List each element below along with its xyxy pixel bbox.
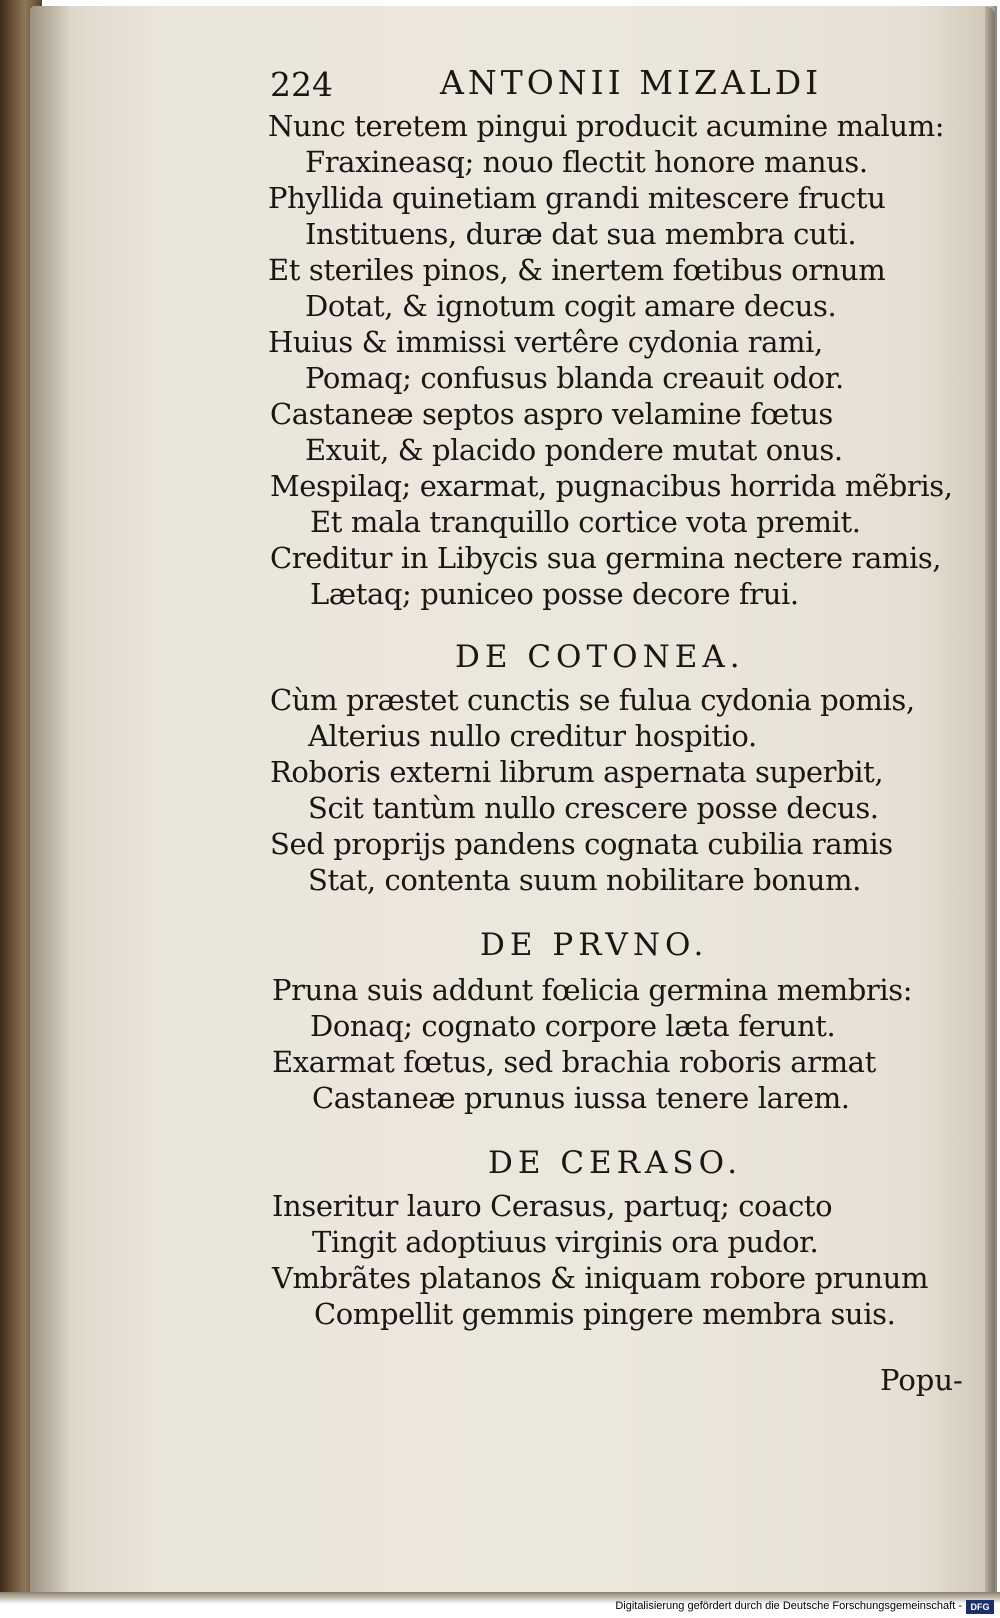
verse-line: Instituens, duræ dat sua membra cuti. (305, 217, 857, 251)
verse-line: Vmbrãtes platanos & iniquam robore prunum (272, 1261, 929, 1295)
verse-line: Alterius nullo creditur hospitio. (308, 719, 757, 753)
section-heading: DE CERASO. (488, 1145, 743, 1181)
digitization-credit: Digitalisierung gefördert durch die Deutsche Forschungsgemeinschaft - (615, 1600, 962, 1612)
verse-line: Compellit gemmis pingere membra suis. (314, 1297, 896, 1331)
verse-line: Nunc teretem pingui producit acumine malum: (268, 109, 945, 143)
verse-line: Exuit, & placido pondere mutat onus. (305, 433, 843, 467)
page-number: 224 (270, 65, 333, 104)
verse-line: Et steriles pinos, & inertem fœtibus ornum (268, 253, 886, 287)
verse-line: Pruna suis addunt fœlicia germina membris: (272, 973, 913, 1007)
verse-line: Et mala tranquillo cortice vota premit. (310, 505, 861, 539)
section-heading: DE PRVNO. (480, 927, 709, 963)
verse-line: Huius & immissi vertêre cydonia rami, (268, 325, 823, 359)
verse-line: Sed proprijs pandens cognata cubilia ramis (270, 827, 893, 861)
verse-line: Donaq; cognato corpore læta ferunt. (310, 1009, 836, 1043)
verse-line: Castaneæ prunus iussa tenere larem. (312, 1081, 850, 1115)
verse-line: Inseritur lauro Cerasus, partuq; coacto (272, 1189, 833, 1223)
verse-line: Fraxineasq; nouo flectit honore manus. (305, 145, 868, 179)
verse-line: Pomaq; confusus blanda creauit odor. (305, 361, 844, 395)
page-edge-shadow (985, 6, 997, 1600)
verse-line: Exarmat fœtus, sed brachia roboris armat (272, 1045, 876, 1079)
verse-line: Dotat, & ignotum cogit amare decus. (305, 289, 837, 323)
dfg-logo: DFG (966, 1600, 994, 1614)
section-heading: DE COTONEA. (455, 639, 745, 675)
verse-line: Lætaq; puniceo posse decore frui. (310, 577, 799, 611)
verse-line: Cùm præstet cunctis se fulua cydonia pomis, (270, 683, 915, 717)
verse-line: Phyllida quinetiam grandi mitescere fructu (268, 181, 886, 215)
verse-line: Creditur in Libycis sua germina nectere ramis, (270, 541, 942, 575)
verse-line: Mespilaq; exarmat, pugnacibus horrida mẽbris, (270, 469, 953, 503)
verse-line: Tingit adoptiuus virginis ora pudor. (312, 1225, 819, 1259)
gutter-shadow (30, 6, 70, 1600)
running-head: ANTONII MIZALDI (440, 63, 823, 102)
verse-line: Castaneæ septos aspro velamine fœtus (270, 397, 833, 431)
verse-line: Scit tantùm nullo crescere posse decus. (308, 791, 879, 825)
catchword: Popu- (880, 1363, 963, 1397)
verse-line: Roboris externi librum aspernata superbit, (270, 755, 884, 789)
verse-line: Stat, contenta suum nobilitare bonum. (308, 863, 861, 897)
